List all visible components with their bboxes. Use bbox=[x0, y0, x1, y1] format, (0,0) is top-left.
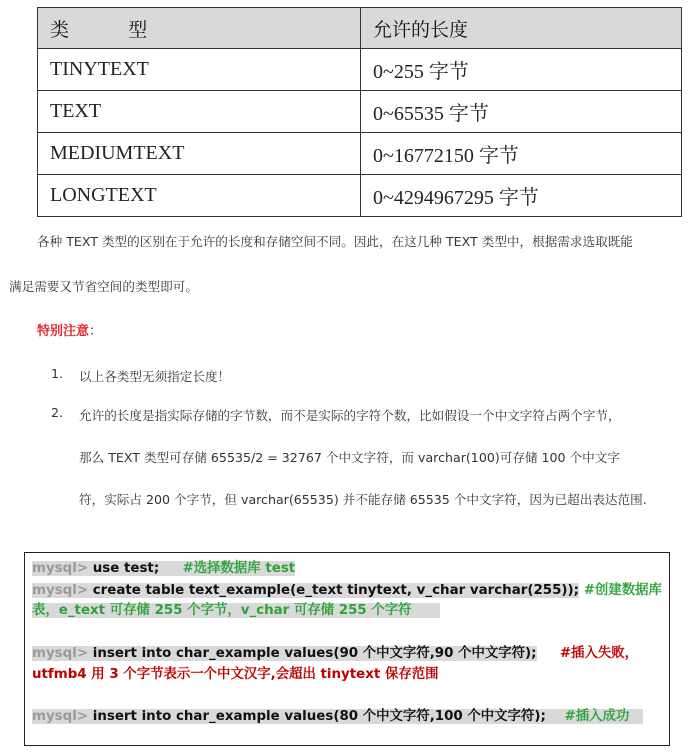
header-type: 类 型 bbox=[38, 8, 361, 49]
table-row bbox=[38, 175, 682, 217]
mysql-prompt: mysql> bbox=[32, 583, 89, 598]
type-cell: TINYTEXT bbox=[38, 49, 361, 91]
note-label: 特别注意 bbox=[37, 324, 90, 339]
type-cell: MEDIUMTEXT bbox=[38, 133, 361, 175]
list-item-1-line-1: 以上各类型无须指定长度！ bbox=[79, 369, 231, 384]
table-row bbox=[38, 49, 682, 91]
list-item-2-line-3: 符，实际占 200 个字节，但 varchar(65535) 并不能存储 65535 个中文字符，因为已超出表达范围. bbox=[79, 492, 647, 507]
code-line-5 bbox=[32, 665, 439, 684]
length-cell: 0~4294967295 字节 bbox=[361, 175, 682, 217]
mysql-prompt: mysql> bbox=[32, 561, 89, 576]
mysql-prompt: mysql> bbox=[32, 646, 89, 661]
code-command: insert into char_example values(80 个中文字符,100 个中文字符); bbox=[88, 709, 546, 724]
list-item-2-line-1: 允许的长度是指实际存储的字节数，而不是实际的字符个数，比如假设一个中文字符占两个字节， bbox=[79, 408, 621, 423]
header-allowed-length: 允许的长度 bbox=[361, 8, 682, 49]
code-command: use test; bbox=[88, 561, 160, 576]
code-line-4 bbox=[32, 644, 638, 663]
code-comment: #选择数据库 test bbox=[182, 561, 296, 576]
type-cell: LONGTEXT bbox=[38, 175, 361, 217]
note-colon: ： bbox=[89, 324, 103, 339]
paragraph-line-2: 满足需要又节省空间的类型即可。 bbox=[9, 279, 198, 294]
code-comment: #创建数据库 bbox=[583, 583, 662, 598]
code-line-6 bbox=[32, 707, 643, 726]
code-comment: #插入失败， bbox=[559, 646, 639, 661]
length-cell: 0~65535 字节 bbox=[361, 91, 682, 133]
code-line-3 bbox=[32, 601, 440, 620]
table-row bbox=[38, 91, 682, 133]
paragraph-line-1: 各种 TEXT 类型的区别在于允许的长度和存储空间不同。因此，在这几种 TEXT 类型中，根据需求选取既能 bbox=[37, 234, 633, 249]
list-item-2-line-2: 那么 TEXT 类型可存储 65535/2 = 32767 个中文字符，而 varchar(100)可存储 100 个中文字 bbox=[79, 450, 620, 465]
table-header-row bbox=[38, 8, 682, 49]
code-line-2 bbox=[32, 581, 662, 600]
list-number-2: 2. bbox=[51, 405, 64, 420]
text-types-table bbox=[37, 7, 682, 217]
mysql-prompt: mysql> bbox=[32, 709, 89, 724]
code-command: insert into char_example values(90 个中文字符,90 个中文字符); bbox=[88, 646, 537, 661]
table-row bbox=[38, 133, 682, 175]
code-comment: 表，e_text 可存储 255 个字节，v_char 可存储 255 个字符 bbox=[32, 603, 412, 618]
length-cell: 0~255 字节 bbox=[361, 49, 682, 91]
code-comment: utfmb4 用 3 个字节表示一个中文汉字,会超出 tinytext 保存范围 bbox=[32, 667, 439, 682]
length-cell: 0~16772150 字节 bbox=[361, 133, 682, 175]
type-cell: TEXT bbox=[38, 91, 361, 133]
code-command: create table text_example(e_text tinytext, v_char varchar(255)); bbox=[88, 583, 580, 598]
mysql-code-block bbox=[24, 552, 670, 746]
special-note-heading bbox=[37, 320, 102, 339]
code-comment: #插入成功 bbox=[564, 709, 630, 724]
list-number-1: 1. bbox=[51, 366, 64, 381]
code-line-1 bbox=[32, 559, 295, 578]
